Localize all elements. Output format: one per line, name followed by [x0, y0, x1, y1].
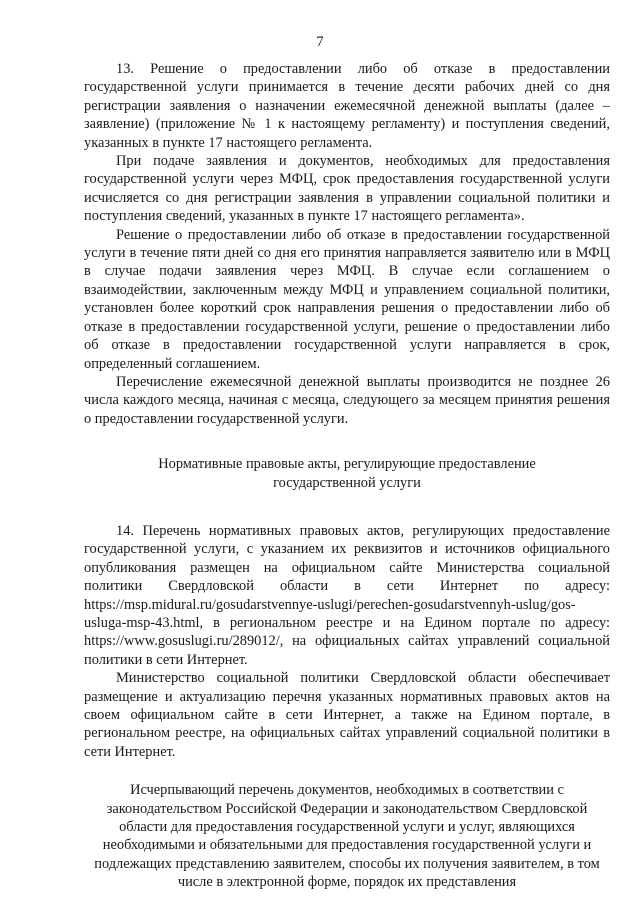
paragraph-ministry-publication: Министерство социальной политики Свердловской области обеспечивает размещение и актуализацию перечня указанных нормативных правовых актов на своем официальном сайте в сети Интернет, а также на Едином портале, в региональном реестре, на официальных сайтах управлений социальной политики в сети Интернет. — [84, 670, 610, 760]
paragraph-mfc-term: При подаче заявления и документов, необходимых для предоставления государственной услуги через МФЦ, срок предоставления государственной услуги исчисляется со дня регистрации заявления в управлении социальной политики и поступления сведений, указанных в пункте 17 настоящего регламента». — [84, 153, 610, 225]
page-number: 7 — [316, 34, 324, 50]
page-content — [84, 60, 610, 892]
section-heading-documents-list: Исчерпывающий перечень документов, необходимых в соответствии с законодательством Российской Федерации и законодательством Свердловской области для предоставления государственной услуги и услуг, являющихся необходимыми и обязательными для предоставления государственной услуги и подлежащих представлению заявителем, способы их получения заявителем, в том числе в электронной форме, порядок их представления — [94, 782, 600, 891]
paragraph-13-decision-term: 13. Решение о предоставлении либо об отказе в предоставлении государственной услуги принимается в течение десяти рабочих дней со дня регистрации заявления о назначении ежемесячной денежной выплаты (далее – заявление) (приложение № 1 к настоящему регламенту) и поступления сведений, указанных в пункте 17 настоящего регламента. — [84, 61, 610, 151]
section-heading-legal-acts: Нормативные правовые акты, регулирующие предоставление государственной услуги — [158, 456, 536, 491]
paragraph-payment-transfer: Перечисление ежемесячной денежной выплаты производится не позднее 26 числа каждого месяца, начиная с месяца, следующего за месяцем принятия решения о предоставлении государственной услуги. — [84, 373, 610, 427]
paragraph-decision-delivery: Решение о предоставлении либо об отказе в предоставлении государственной услуги в течение пяти дней со дня его принятия направляется заявителю или в МФЦ в случае подачи заявления через МФЦ. В случае если соглашением о взаимодействии, заключенным между МФЦ и управлением социальной политики, установлен более короткий срок направления решения о предоставлении либо об отказе в предоставлении государственной услуги, решение о предоставлении либо об отказе в предоставлении государственной услуги направляется в срок, определенный соглашением. — [84, 226, 610, 372]
paragraph-14-legal-acts-list: 14. Перечень нормативных правовых актов, регулирующих предоставление государственной услуги, с указанием их реквизитов и источников официального опубликования размещен на официальном сайте Министерства социальной политики Свердловской области в сети Интернет по адресу: https://msp.midural.ru/gosudarstvennye-uslugi/perechen-gosudarstvennyh-uslug/gos-usluga-msp-43.html, в региональном реестре и на Едином портале по адресу: https://www.gosuslugi.ru/289012/, на официальных сайтах управлений социальной политики в сети Интернет. — [84, 522, 610, 668]
